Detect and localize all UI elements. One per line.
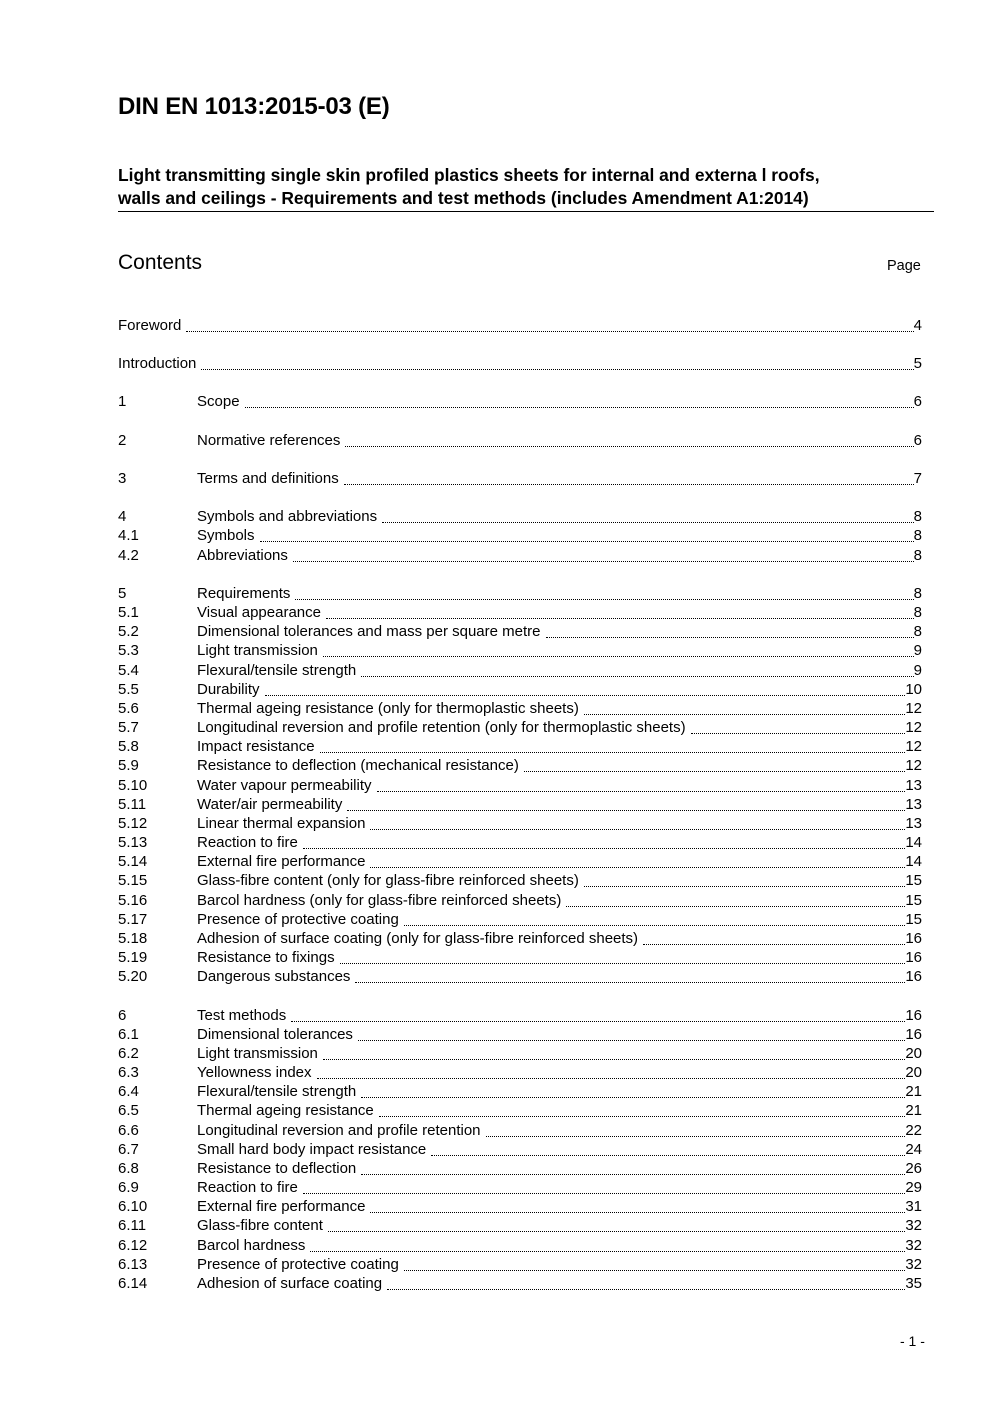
toc-dot-leader: [524, 770, 905, 772]
toc-entry-page: 31: [905, 1198, 922, 1215]
toc-entry-title: Symbols and abbreviations: [197, 508, 378, 525]
toc-dot-leader: [345, 445, 913, 447]
toc-entry-number: 5.15: [118, 872, 148, 889]
toc-entry-page: 12: [905, 757, 922, 774]
toc-entry-page: 9: [913, 642, 922, 659]
toc-entry-number: 1: [118, 393, 127, 410]
toc-entry[interactable]: [118, 718, 922, 737]
toc-entry[interactable]: [118, 1121, 922, 1140]
toc-entry-page: 26: [905, 1160, 922, 1177]
toc-entry-page: 22: [905, 1122, 922, 1139]
toc-entry-number: 5.6: [118, 700, 139, 717]
toc-entry[interactable]: [118, 392, 922, 411]
toc-entry-page: 16: [905, 1007, 922, 1024]
toc-entry-title: Thermal ageing resistance: [197, 1102, 374, 1119]
toc-entry-title: Requirements: [197, 585, 291, 602]
toc-entry-page: 8: [913, 527, 922, 544]
toc-entry-number: 6.4: [118, 1083, 139, 1100]
toc-entry-title: Glass-fibre content: [197, 1217, 323, 1234]
toc-dot-leader: [260, 540, 914, 542]
toc-entry[interactable]: [118, 1236, 922, 1255]
toc-entry-title: Durability: [197, 681, 260, 698]
toc-entry-title: Reaction to fire: [197, 834, 298, 851]
toc-entry-page: 9: [913, 662, 922, 679]
toc-entry-number: 4.2: [118, 547, 139, 564]
contents-heading: Contents: [118, 251, 203, 274]
toc-entry-title: Small hard body impact resistance: [197, 1141, 427, 1158]
toc-entry-number: 6.8: [118, 1160, 139, 1177]
toc-dot-leader: [584, 885, 905, 887]
toc-entry-page: 20: [905, 1064, 922, 1081]
toc-entry[interactable]: [118, 1274, 922, 1293]
toc-entry-title: Dimensional tolerances: [197, 1026, 353, 1043]
toc-entry[interactable]: [118, 1025, 922, 1044]
toc-entry[interactable]: [118, 1216, 922, 1235]
toc-entry-number: 5.2: [118, 623, 139, 640]
toc-entry-title: Foreword: [118, 317, 182, 334]
toc-entry[interactable]: [118, 967, 922, 986]
toc-entry-number: 4: [118, 508, 127, 525]
toc-entry-title: Glass-fibre content (only for glass-fibre reinforced sheets): [197, 872, 579, 889]
toc-dot-leader: [379, 1115, 906, 1117]
toc-entry[interactable]: [118, 699, 922, 718]
toc-entry[interactable]: [118, 1063, 922, 1082]
toc-entry[interactable]: [118, 622, 922, 641]
toc-dot-leader: [320, 751, 906, 753]
toc-entry-number: 5.7: [118, 719, 139, 736]
toc-entry[interactable]: [118, 1101, 922, 1120]
toc-entry-page: 14: [905, 834, 922, 851]
toc-entry-title: Abbreviations: [197, 547, 288, 564]
toc-entry-number: 5.8: [118, 738, 139, 755]
toc-dot-leader: [323, 1058, 905, 1060]
toc-entry[interactable]: [118, 354, 922, 373]
toc-entry-title: Adhesion of surface coating: [197, 1275, 383, 1292]
toc-entry-number: 6.11: [118, 1217, 147, 1234]
toc-dot-leader: [361, 1173, 905, 1175]
toc-entry[interactable]: [118, 680, 922, 699]
toc-entry-page: 13: [905, 796, 922, 813]
toc-entry-page: 35: [905, 1275, 922, 1292]
toc-entry-number: 5.18: [118, 930, 148, 947]
toc-dot-leader: [355, 981, 905, 983]
toc-entry-page: 16: [905, 1026, 922, 1043]
toc-dot-leader: [303, 847, 905, 849]
toc-entry-page: 16: [905, 949, 922, 966]
toc-entry-number: 6.13: [118, 1256, 148, 1273]
toc-entry-title: Flexural/tensile strength: [197, 662, 357, 679]
toc-dot-leader: [291, 1020, 905, 1022]
toc-entry-number: 6.12: [118, 1237, 148, 1254]
toc-dot-leader: [377, 790, 906, 792]
toc-entry[interactable]: [118, 1140, 922, 1159]
toc-entry-page: 6: [913, 393, 922, 410]
toc-dot-leader: [303, 1192, 905, 1194]
document-title: [118, 164, 934, 212]
toc-entry-page: 13: [905, 815, 922, 832]
toc-entry-page: 20: [905, 1045, 922, 1062]
toc-entry[interactable]: [118, 1197, 922, 1216]
toc-entry[interactable]: [118, 1006, 922, 1025]
toc-entry-page: 15: [905, 892, 922, 909]
toc-entry-number: 6.6: [118, 1122, 139, 1139]
toc-entry-page: 10: [905, 681, 922, 698]
toc-entry-page: 5: [913, 355, 922, 372]
toc-entry-number: 3: [118, 470, 127, 487]
toc-entry-number: 6.14: [118, 1275, 148, 1292]
toc-entry[interactable]: [118, 661, 922, 680]
toc-dot-leader: [245, 406, 914, 408]
toc-dot-leader: [566, 905, 905, 907]
toc-entry[interactable]: [118, 871, 922, 890]
toc-entry-page: 15: [905, 911, 922, 928]
toc-entry-title: Presence of protective coating: [197, 911, 399, 928]
toc-entry-title: Normative references: [197, 432, 341, 449]
toc-entry-title: Symbols: [197, 527, 255, 544]
toc-entry[interactable]: [118, 316, 922, 335]
toc-entry-page: 8: [913, 623, 922, 640]
toc-entry-page: 14: [905, 853, 922, 870]
toc-entry[interactable]: [118, 526, 922, 545]
document-id: DIN EN 1013:2015-03 (E): [118, 93, 390, 120]
toc-entry-number: 5.10: [118, 777, 148, 794]
toc-entry-title: Yellowness index: [197, 1064, 312, 1081]
toc-dot-leader: [431, 1154, 905, 1156]
toc-entry[interactable]: [118, 1255, 922, 1274]
toc-dot-leader: [293, 560, 914, 562]
toc-entry-number: 5.13: [118, 834, 148, 851]
toc-entry-title: Adhesion of surface coating (only for glass-fibre reinforced sheets): [197, 930, 639, 947]
toc-entry-number: 6.1: [118, 1026, 139, 1043]
toc-dot-leader: [326, 617, 914, 619]
toc-entry-title: Water/air permeability: [197, 796, 343, 813]
toc-dot-leader: [382, 521, 914, 523]
toc-entry-page: 13: [905, 777, 922, 794]
toc-dot-leader: [370, 828, 905, 830]
toc-entry-number: 6.3: [118, 1064, 139, 1081]
toc-entry[interactable]: [118, 1178, 922, 1197]
toc-entry-number: 6.2: [118, 1045, 139, 1062]
toc-dot-leader: [370, 866, 905, 868]
toc-entry[interactable]: [118, 929, 922, 948]
toc-entry-page: 6: [913, 432, 922, 449]
toc-entry[interactable]: [118, 833, 922, 852]
toc-entry-title: Thermal ageing resistance (only for thermoplastic sheets): [197, 700, 579, 717]
toc-entry-page: 16: [905, 930, 922, 947]
toc-entry-number: 5.20: [118, 968, 148, 985]
toc-entry-number: 5.12: [118, 815, 148, 832]
toc-entry-page: 21: [905, 1083, 922, 1100]
toc-entry-page: 32: [905, 1217, 922, 1234]
toc-dot-leader: [361, 675, 913, 677]
toc-dot-leader: [584, 713, 905, 715]
toc-entry-page: 32: [905, 1237, 922, 1254]
toc-dot-leader: [344, 483, 914, 485]
page-number: - 1 -: [900, 1333, 925, 1349]
toc-dot-leader: [546, 636, 914, 638]
toc-entry[interactable]: [118, 1044, 922, 1063]
toc-entry-title: External fire performance: [197, 853, 366, 870]
toc-entry-page: 12: [905, 700, 922, 717]
toc-entry-title: Dimensional tolerances and mass per square metre: [197, 623, 541, 640]
toc-entry[interactable]: [118, 737, 922, 756]
toc-dot-leader: [404, 924, 906, 926]
toc-dot-leader: [186, 330, 913, 332]
toc-entry-number: 6.7: [118, 1141, 139, 1158]
toc-entry[interactable]: [118, 546, 922, 565]
toc-entry[interactable]: [118, 584, 922, 603]
toc-entry-number: 5.9: [118, 757, 139, 774]
toc-entry-number: 5.14: [118, 853, 148, 870]
toc-entry[interactable]: [118, 948, 922, 967]
toc-entry[interactable]: [118, 814, 922, 833]
toc-entry-page: 32: [905, 1256, 922, 1273]
toc-entry-page: 24: [905, 1141, 922, 1158]
toc-dot-leader: [370, 1211, 905, 1213]
toc-entry-number: 5.16: [118, 892, 148, 909]
toc-dot-leader: [310, 1250, 905, 1252]
toc-entry[interactable]: [118, 795, 922, 814]
toc-entry-number: 2: [118, 432, 127, 449]
toc-entry-number: 5.1: [118, 604, 139, 621]
toc-entry-page: 29: [905, 1179, 922, 1196]
toc-entry-title: Light transmission: [197, 1045, 318, 1062]
toc-dot-leader: [317, 1077, 906, 1079]
toc-entry-number: 6.9: [118, 1179, 139, 1196]
toc-dot-leader: [328, 1230, 905, 1232]
toc-entry-title: Water vapour permeability: [197, 777, 372, 794]
toc-entry-title: Introduction: [118, 355, 197, 372]
toc-entry-title: Barcol hardness: [197, 1237, 306, 1254]
toc-entry-number: 5.3: [118, 642, 139, 659]
toc-entry[interactable]: [118, 1082, 922, 1101]
toc-dot-leader: [387, 1288, 905, 1290]
toc-entry-number: 5: [118, 585, 127, 602]
toc-entry-title: Test methods: [197, 1007, 287, 1024]
toc-entry[interactable]: [118, 507, 922, 526]
toc-dot-leader: [404, 1269, 906, 1271]
toc-entry-page: 12: [905, 738, 922, 755]
document-title-line2: walls and ceilings - Requirements and test methods (includes Amendment A1:2014): [118, 188, 809, 208]
toc-entry-page: 8: [913, 604, 922, 621]
toc-entry[interactable]: [118, 891, 922, 910]
toc-entry[interactable]: [118, 431, 922, 450]
toc-entry[interactable]: [118, 910, 922, 929]
toc-entry-number: 5.5: [118, 681, 139, 698]
toc-entry-title: Resistance to fixings: [197, 949, 335, 966]
toc-entry-page: 16: [905, 968, 922, 985]
toc-dot-leader: [265, 694, 906, 696]
toc-dot-leader: [347, 809, 905, 811]
toc-dot-leader: [691, 732, 906, 734]
toc-entry-title: Flexural/tensile strength: [197, 1083, 357, 1100]
toc-entry[interactable]: [118, 776, 922, 795]
toc-entry-title: Longitudinal reversion and profile retention: [197, 1122, 481, 1139]
toc-entry[interactable]: [118, 852, 922, 871]
toc-entry-title: Impact resistance: [197, 738, 315, 755]
toc-entry-number: 5.19: [118, 949, 148, 966]
toc-entry-page: 8: [913, 585, 922, 602]
toc-dot-leader: [201, 368, 913, 370]
toc-entry-title: Linear thermal expansion: [197, 815, 366, 832]
page-column-label: Page: [887, 258, 921, 274]
toc-dot-leader: [486, 1135, 906, 1137]
toc-entry-title: Resistance to deflection (mechanical resistance): [197, 757, 519, 774]
toc-dot-leader: [295, 598, 913, 600]
toc-entry-number: 6: [118, 1007, 127, 1024]
toc-entry-number: 5.4: [118, 662, 139, 679]
toc-entry-page: 8: [913, 547, 922, 564]
toc-dot-leader: [361, 1096, 905, 1098]
toc-entry-title: Longitudinal reversion and profile retention (only for thermoplastic sheets): [197, 719, 686, 736]
toc-entry-number: 6.10: [118, 1198, 148, 1215]
toc-entry-number: 5.11: [118, 796, 147, 813]
toc-entry-number: 5.17: [118, 911, 148, 928]
toc-entry-title: Light transmission: [197, 642, 318, 659]
toc-entry-title: Terms and definitions: [197, 470, 339, 487]
toc-entry[interactable]: [118, 603, 922, 622]
toc-entry[interactable]: [118, 1159, 922, 1178]
toc-entry[interactable]: [118, 469, 922, 488]
toc-entry-page: 8: [913, 508, 922, 525]
toc-entry-page: 15: [905, 872, 922, 889]
toc-entry[interactable]: [118, 756, 922, 775]
toc-entry-title: Scope: [197, 393, 240, 410]
toc-entry-page: 4: [913, 317, 922, 334]
toc-entry-number: 4.1: [118, 527, 139, 544]
toc-dot-leader: [340, 962, 906, 964]
toc-entry[interactable]: [118, 641, 922, 660]
toc-entry-title: External fire performance: [197, 1198, 366, 1215]
document-title-line1: Light transmitting single skin profiled plastics sheets for internal and externa l roofs,: [118, 165, 820, 185]
toc-entry-page: 12: [905, 719, 922, 736]
toc-entry-title: Dangerous substances: [197, 968, 351, 985]
toc-entry-title: Resistance to deflection: [197, 1160, 357, 1177]
toc-entry-page: 7: [913, 470, 922, 487]
toc-entry-page: 21: [905, 1102, 922, 1119]
toc-entry-title: Visual appearance: [197, 604, 321, 621]
toc-entry-title: Reaction to fire: [197, 1179, 298, 1196]
toc-entry-title: Barcol hardness (only for glass-fibre reinforced sheets): [197, 892, 562, 909]
toc-dot-leader: [323, 655, 914, 657]
toc-dot-leader: [643, 943, 905, 945]
toc-dot-leader: [358, 1039, 905, 1041]
toc-entry-number: 6.5: [118, 1102, 139, 1119]
toc-entry-title: Presence of protective coating: [197, 1256, 399, 1273]
